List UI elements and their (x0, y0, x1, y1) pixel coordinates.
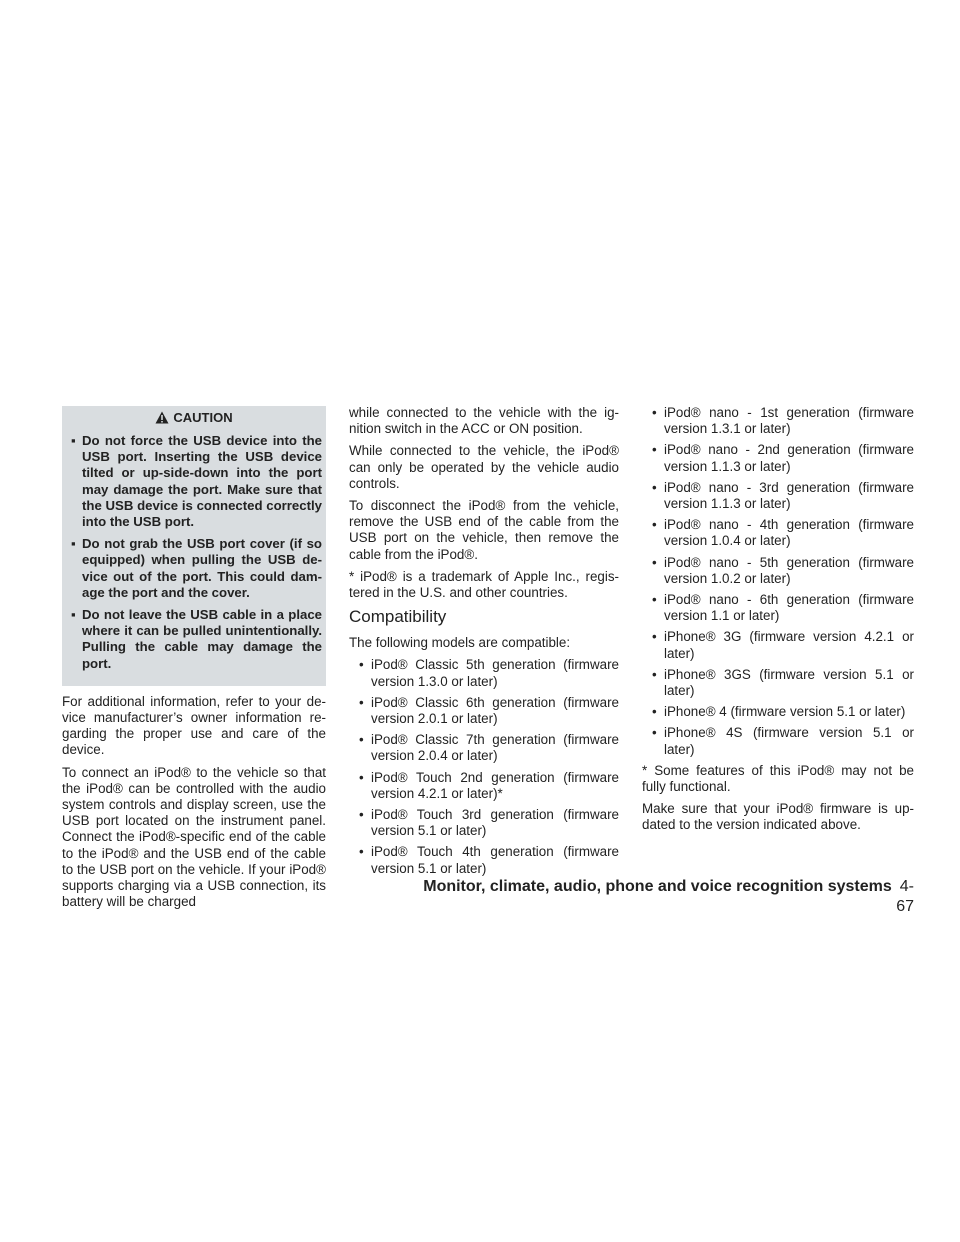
footnote: * Some features of this iPod® may not be fully functional. (642, 762, 914, 795)
caution-item: ▪ Do not force the USB device into the USB port. Inserting the USB device tilted or up-side-down into the port may damage the port. Make sure that the USB device is connected correctly into the USB port. (71, 433, 322, 530)
column-1 (62, 406, 326, 916)
caution-heading-text: CAUTION (173, 410, 233, 425)
list-item: • iPhone® 4 (firmware version 5.1 or later) (652, 704, 906, 720)
paragraph: * iPod® is a trademark of Apple Inc., regis-tered in the U.S. and other countries. (349, 568, 619, 601)
list-item: • iPod® nano - 3rd generation (firmware version 1.1.3 or later) (652, 479, 914, 512)
section-heading: Compatibility (349, 607, 447, 627)
list-item: • iPod® nano - 1st generation (firmware version 1.3.1 or later) (652, 405, 914, 437)
caution-list (66, 433, 322, 672)
list-item: • iPhone® 4S (firmware version 5.1 or later) (652, 725, 914, 757)
list-item: • iPod® Touch 4th generation (firmware version 5.1 or later) (359, 844, 619, 876)
page-number: 4-67 (896, 878, 914, 915)
compatibility-list (349, 657, 619, 876)
column-3 (642, 405, 914, 840)
paragraph: For additional information, refer to your de-vice manufacturer’s owner information re-garding the proper use and care of the device. (62, 693, 326, 758)
footer-section-title: Monitor, climate, audio, phone and voice recognition systems (423, 878, 892, 895)
paragraph: While connected to the vehicle, the iPod® can only be operated by the vehicle audio controls. (349, 443, 619, 491)
list-item: • iPhone® 3GS (firmware version 5.1 or later) (652, 666, 914, 699)
caution-box (62, 406, 326, 686)
list-item: • iPod® Classic 6th generation (firmware version 2.0.1 or later) (359, 694, 619, 727)
list-item: • iPod® Touch 3rd generation (firmware version 5.1 or later) (359, 807, 619, 839)
list-item: • iPod® nano - 6th generation (firmware version 1.1 or later) (652, 592, 914, 624)
list-item: • iPod® Touch 2nd generation (firmware version 4.2.1 or later)* (359, 769, 619, 801)
column-2 (349, 405, 619, 882)
list-item: • iPod® Classic 5th generation (firmware version 1.3.0 or later) (359, 657, 619, 689)
compatibility-list-continued (642, 405, 914, 758)
list-item: • iPod® nano - 2nd generation (firmware version 1.1.3 or later) (652, 442, 914, 474)
paragraph: To disconnect the iPod® from the vehicle, remove the USB end of the cable from the USB port on the vehicle, then remove the cable from the iPod®. (349, 498, 619, 562)
page-footer (420, 877, 914, 917)
list-item: • iPhone® 3G (firmware version 4.2.1 or later) (652, 629, 914, 661)
caution-item: ▪ Do not leave the USB cable in a place where it can be pulled unintentionally. Pulling the cable may damage the port. (71, 607, 322, 671)
caution-heading (66, 410, 322, 426)
paragraph: To connect an iPod® to the vehicle so that the iPod® can be controlled with the audio system controls and display screen, use the USB port located on the instrument panel. Connect the iPod®-specific end of the cable to the iPod® and the USB end of the cable to the USB port on the vehicle. If your iPod® supports charging via a USB connection, its battery will be charged (62, 764, 326, 910)
list-item: • iPod® nano - 5th generation (firmware version 1.0.2 or later) (652, 554, 914, 586)
list-item: • iPod® nano - 4th generation (firmware version 1.0.4 or later) (652, 517, 914, 549)
warning-triangle-icon (155, 411, 169, 424)
list-item: • iPod® Classic 7th generation (firmware version 2.0.4 or later) (359, 732, 619, 764)
compatibility-intro: The following models are compatible: (349, 635, 571, 651)
paragraph: while connected to the vehicle with the ig-nition switch in the ACC or ON position. (349, 405, 619, 437)
caution-item: ▪ Do not grab the USB port cover (if so equipped) when pulling the USB de-vice out of the port. This could dam-age the port and the cover. (71, 536, 322, 600)
closing-paragraph: Make sure that your iPod® firmware is up-dated to the version indicated above. (642, 801, 914, 833)
